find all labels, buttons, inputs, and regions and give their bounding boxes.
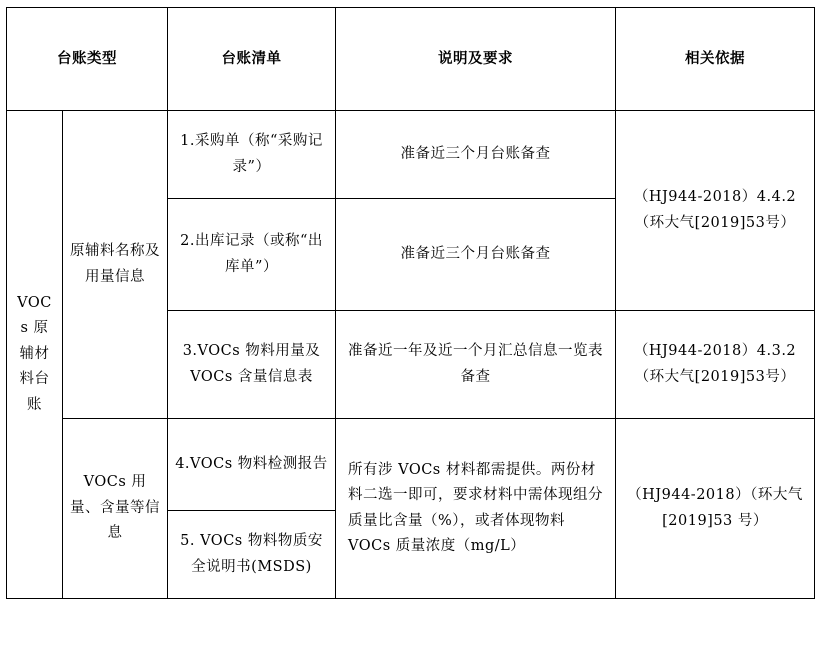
ledger-table — [6, 7, 815, 599]
header-cell-reference: 相关依据 — [616, 8, 815, 111]
table-header-row — [7, 8, 815, 111]
list-item: 1.采购单（称“采购记录”） — [168, 111, 336, 199]
table-row — [7, 111, 815, 199]
list-item: 5. VOCs 物料物质安全说明书(MSDS) — [168, 511, 336, 599]
header-cell-description: 说明及要求 — [336, 8, 616, 111]
group-cell-raw-material-info: 原辅料名称及用量信息 — [63, 111, 168, 419]
header-cell-ledger-type: 台账类型 — [7, 8, 168, 111]
list-item: 4.VOCs 物料检测报告 — [168, 419, 336, 511]
description-cell: 准备近一年及近一个月汇总信息一览表备查 — [336, 311, 616, 419]
reference-cell: （HJ944-2018）（环大气[2019]53 号） — [616, 419, 815, 599]
reference-cell: （HJ944-2018）4.4.2（环大气[2019]53号） — [616, 111, 815, 311]
list-item: 2.出库记录（或称“出库单”） — [168, 199, 336, 311]
group-cell-vocs-usage-info: VOCs 用量、含量等信息 — [63, 419, 168, 599]
table-row — [7, 419, 815, 511]
reference-cell: （HJ944-2018）4.3.2（环大气[2019]53号） — [616, 311, 815, 419]
description-cell: 所有涉 VOCs 材料都需提供。两份材料二选一即可，要求材料中需体现组分质量比含量（%），或者体现物料 VOCs 质量浓度（mg/L） — [336, 419, 616, 599]
list-item: 3.VOCs 物料用量及 VOCs 含量信息表 — [168, 311, 336, 419]
header-cell-ledger-list: 台账清单 — [168, 8, 336, 111]
description-cell: 准备近三个月台账备查 — [336, 199, 616, 311]
document-page — [0, 7, 821, 664]
category-cell-vocs-ledger: VOCs 原辅材料台账 — [7, 111, 63, 599]
description-cell: 准备近三个月台账备查 — [336, 111, 616, 199]
